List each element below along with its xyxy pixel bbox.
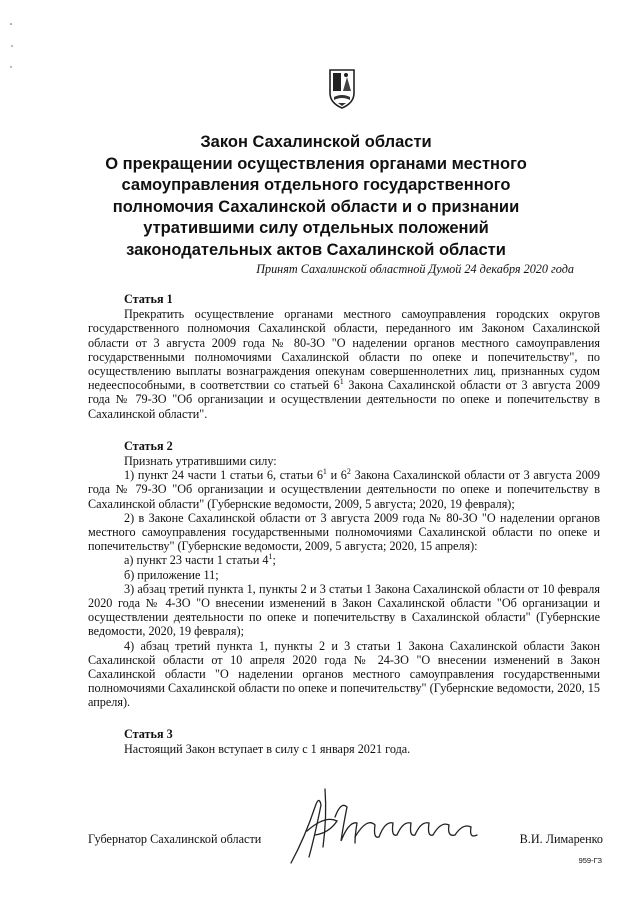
title-line: самоуправления отдельного государственного <box>121 176 511 195</box>
article-2-item-3: 3) абзац третий пункта 1, пункты 2 и 3 статьи 1 Закона Сахалинской области от 10 февраля 2020 года № 4-ЗО "О внесении изменений в Закон Сахалинской области "Об организации и осуществлении деятельности по опеке и попечительству в Сахалинской области" (Губернские ведомости, 2020, 19 февраля); <box>88 581 600 639</box>
article-2-item-2: 2) в Законе Сахалинской области от 3 августа 2009 года № 80-ЗО "О наделении органов местного самоуправления государственными полномочиями Сахалинской области по опеке и попечительству" (Губернские ведомости, 2009, 5 августа; 2020, 15 апреля): <box>88 510 600 554</box>
article-1-heading: Статья 1 <box>124 292 173 306</box>
article-2-heading: Статья 2 <box>124 438 173 453</box>
governor-name: В.И. Лимаренко <box>519 832 603 846</box>
registration-number: 959-ГЗ <box>578 856 602 865</box>
title-line: О прекращении осуществления органами местного <box>105 154 527 173</box>
title-line: полномочия Сахалинской области и о признании <box>112 197 520 216</box>
article-1-text: Прекратить осуществление органами местного самоуправления городских округов государственного полномочия Сахалинской области, переданного им Законом Сахалинской области от 3 августа 2009 года № 80-ЗО "О наделении органов местного самоуправления государственными полномочиями Сахалинской области по опеке и попечительству", по осуществлению выплаты вознаграждения опекунам совершеннолетних лиц, признанных судом недееспособными, в соответствии со статьей $6^1$ Закона Сахалинской области от 3 августа 2009 года № 79-ЗО "Об организации и осуществлении деятельности по опеке и попечительству в Сахалинской области". <box>88 307 600 421</box>
title-line: утратившими силу отдельных положений <box>143 219 489 238</box>
governor-title: Губернатор Сахалинской области <box>88 832 262 846</box>
adoption-note: Принят Сахалинской областной Думой 24 декабря 2020 года <box>256 262 574 276</box>
scan-specks <box>8 22 28 72</box>
title-line: Закон Сахалинской области <box>200 133 432 151</box>
article-2-item-2a: а) пункт 23 части 1 статьи $4^1$; <box>124 552 276 568</box>
title-line: законодательных актов Сахалинской области <box>126 240 506 259</box>
signature-block <box>88 832 603 848</box>
article-2-item-2b: б) приложение 11; <box>124 567 219 582</box>
article-2-item-1: 1) пункт 24 части 1 статьи 6, статьи $6^1$ и $6^2$ Закона Сахалинской области от 3 августа 2009 года № 79-ЗО "Об организации и осуществлении деятельности по опеке и попечительству в Сахалинской области" (Губернские ведомости, 2009, 5 августа; 2020, 19 февраля); <box>88 467 600 511</box>
law-title <box>70 132 562 262</box>
article-3-heading: Статья 3 <box>124 726 173 741</box>
article-2-intro: Признать утратившими силу: <box>124 454 277 469</box>
law-body <box>88 292 600 756</box>
coat-of-arms-icon <box>327 67 357 109</box>
signature-mark <box>285 787 505 869</box>
article-3-text: Настоящий Закон вступает в силу с 1 января 2021 года. <box>124 741 411 756</box>
article-2-item-4: 4) абзац третий пункта 1, пункты 2 и 3 статьи 1 Закона Сахалинской области Закон Сахалинской области от 10 апреля 2020 года № 24-ЗО "О внесении изменений в Закон Сахалинской области "О наделении органов местного самоуправления государственными полномочиями Сахалинской области по опеке и попечительству" (Губернские ведомости, 2020, 15 апреля). <box>88 638 600 710</box>
